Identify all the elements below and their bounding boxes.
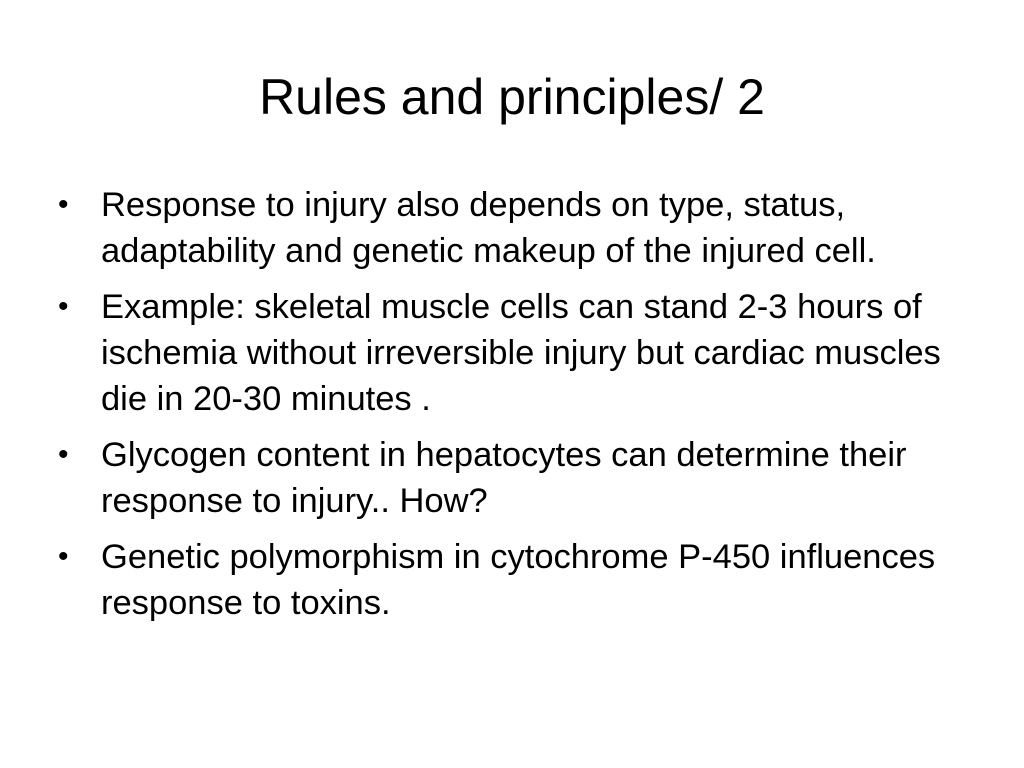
bullet-text: Glycogen content in hepatocytes can determine their response to injury.. How? — [101, 436, 907, 520]
bullet-text: Response to injury also depends on type, status, adaptability and genetic makeup of the injured cell. — [101, 186, 876, 270]
bullet-icon: • — [58, 188, 69, 221]
bullet-icon: • — [58, 540, 69, 573]
bullet-icon: • — [58, 438, 69, 471]
bullet-item — [58, 182, 958, 274]
bullet-item — [58, 534, 958, 626]
bullet-text: Genetic polymorphism in cytochrome P-450 influences response to toxins. — [101, 538, 936, 622]
bullet-text: Example: skeletal muscle cells can stand 2-3 hours of ischemia without irreversible injury but cardiac muscles die in 20-30 minutes . — [101, 288, 941, 418]
bullet-item — [58, 284, 958, 422]
slide-title: Rules and principles/ 2 — [259, 69, 765, 125]
bullet-item — [58, 432, 958, 524]
bullet-list — [58, 182, 958, 636]
bullet-icon: • — [58, 290, 69, 323]
